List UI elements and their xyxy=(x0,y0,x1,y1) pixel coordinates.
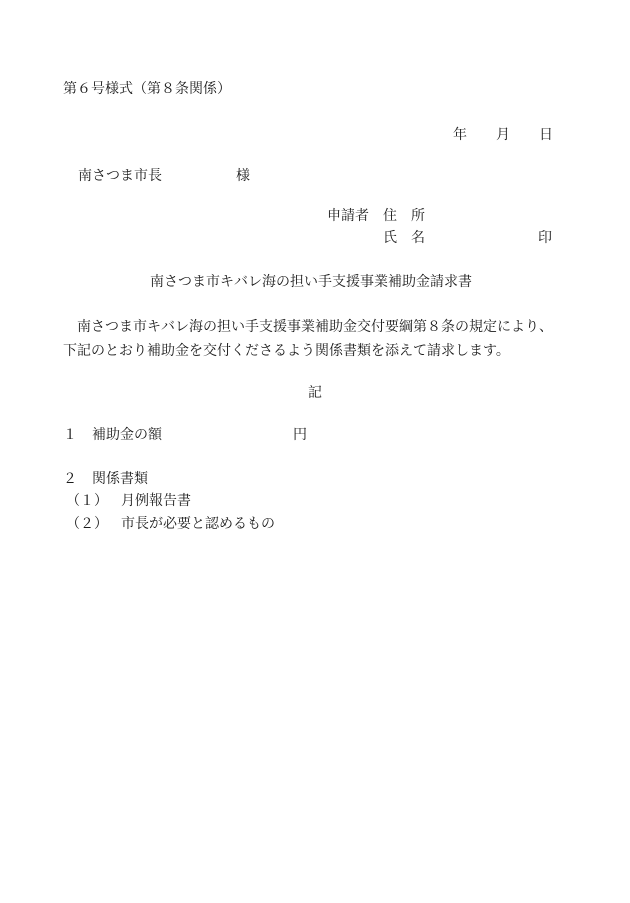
applicant-address-label: 住 所 xyxy=(383,208,425,224)
addressee-honorific: 様 xyxy=(236,168,250,184)
item-1-label: 補助金の額 xyxy=(92,427,162,443)
body-line-1: 南さつま市キバレ海の担い手支援事業補助金交付要綱第８条の規定により、 xyxy=(77,319,553,335)
applicant-label: 申請者 xyxy=(327,208,369,224)
item-2-number: ２ xyxy=(63,471,77,487)
item-2-sub-1-label: 月例報告書 xyxy=(121,493,191,509)
item-2-label: 関係書類 xyxy=(92,471,148,487)
seal-mark: 印 xyxy=(538,230,552,246)
applicant-name-label: 氏 名 xyxy=(383,230,425,246)
item-2-sub-1-number: （１） xyxy=(66,493,108,509)
document-title: 南さつま市キバレ海の担い手支援事業補助金請求書 xyxy=(150,274,472,290)
form-number: 第６号様式（第８条関係） xyxy=(63,81,231,97)
date-year-label: 年 xyxy=(453,127,467,143)
addressee-name: 南さつま市長 xyxy=(78,168,162,184)
item-1-unit: 円 xyxy=(293,427,307,443)
item-2-sub-2-number: （２） xyxy=(66,516,108,532)
item-1-number: １ xyxy=(63,427,77,443)
body-line-2: 下記のとおり補助金を交付くださるよう関係書類を添えて請求します。 xyxy=(63,343,510,359)
ki-heading: 記 xyxy=(308,385,322,401)
item-2-sub-2-label: 市長が必要と認めるもの xyxy=(121,516,275,532)
date-day-label: 日 xyxy=(539,127,553,143)
date-month-label: 月 xyxy=(496,127,510,143)
